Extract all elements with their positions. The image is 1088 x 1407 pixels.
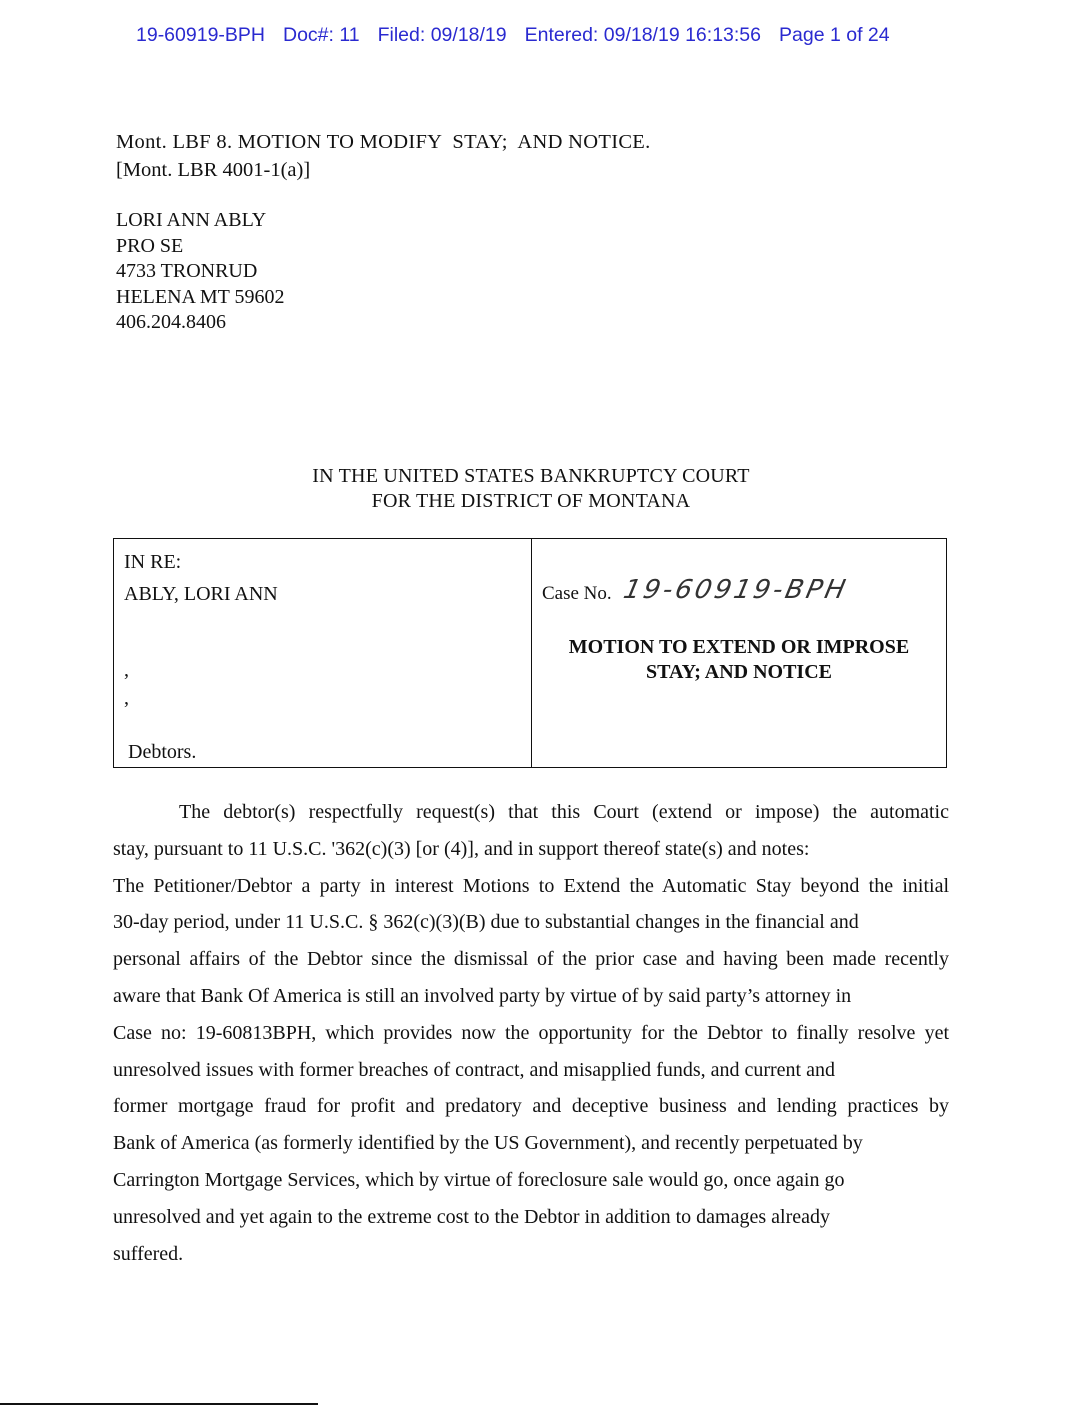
motion-body xyxy=(113,794,949,1272)
body-line-10: Bank of America (as formerly identified by the US Government), and recently perpetuated by xyxy=(113,1132,863,1155)
body-line-5: personal affairs of the Debtor since the dismissal of the prior case and having been made recently xyxy=(113,948,949,971)
form-title: Mont. LBF 8. MOTION TO MODIFY STAY; AND NOTICE. xyxy=(116,131,651,153)
caption-parties xyxy=(114,539,532,767)
body-line-11: Carrington Mortgage Services, which by virtue of foreclosure sale would go, once again go xyxy=(113,1168,845,1191)
case-number-handwritten: 19-60919-BPH xyxy=(620,575,851,605)
footnote-separator-rule xyxy=(0,1403,318,1405)
filer-name: LORI ANN ABLY xyxy=(116,209,267,231)
filer-phone: 406.204.8406 xyxy=(116,311,226,333)
case-caption-box xyxy=(113,538,947,768)
caption-case-info xyxy=(532,539,946,767)
body-line-9: former mortgage fraud for profit and predatory and deceptive business and lending practices by xyxy=(113,1095,949,1118)
debtor-name: ABLY, LORI ANN xyxy=(124,583,278,605)
motion-title xyxy=(532,635,946,685)
stamp-doc-number: Doc#: 11 xyxy=(283,24,360,46)
stamp-case-number: 19-60919-BPH xyxy=(136,24,265,46)
form-header xyxy=(116,128,651,184)
motion-title-line-2: STAY; AND NOTICE xyxy=(646,661,832,683)
body-line-13: suffered. xyxy=(113,1242,184,1265)
court-heading xyxy=(0,464,1062,514)
motion-title-line-1: MOTION TO EXTEND OR IMPROSE xyxy=(568,636,910,658)
in-re-label: IN RE: xyxy=(124,551,182,573)
body-line-1: The debtor(s) respectfully request(s) that this Court (extend or impose) the automatic xyxy=(179,801,949,823)
court-name: IN THE UNITED STATES BANKRUPTCY COURT xyxy=(312,465,750,487)
court-filing-stamp xyxy=(136,24,890,47)
filer-street: 4733 TRONRUD xyxy=(116,260,258,282)
filer-role: PRO SE xyxy=(116,234,184,257)
body-line-12: unresolved and yet again to the extreme cost to the Debtor in addition to damages already xyxy=(113,1205,830,1228)
case-number-label: Case No. xyxy=(542,583,612,604)
body-line-7: Case no: 19-60813BPH, which provides now the opportunity for the Debtor to finally resolve yet xyxy=(113,1021,949,1044)
body-line-4: 30-day period, under 11 U.S.C. § 362(c)(3)(B) due to substantial changes in the financial and xyxy=(113,911,859,934)
caption-comma-2: , xyxy=(124,687,129,709)
stamp-entered-date: Entered: 09/18/19 16:13:56 xyxy=(524,24,761,46)
form-rule-reference: [Mont. LBR 4001-1(a)] xyxy=(116,159,311,181)
body-line-6: aware that Bank Of America is still an involved party by virtue of by said party’s attorney in xyxy=(113,984,852,1007)
filer-city: HELENA MT 59602 xyxy=(116,285,285,308)
caption-comma-1: , xyxy=(124,659,129,681)
court-district: FOR THE DISTRICT OF MONTANA xyxy=(371,490,691,512)
filer-contact-block xyxy=(116,208,285,336)
body-line-3: The Petitioner/Debtor a party in interest Motions to Extend the Automatic Stay beyond the initial xyxy=(113,874,949,897)
body-line-8: unresolved issues with former breaches of contract, and misapplied funds, and current and xyxy=(113,1058,835,1081)
body-line-2: stay, pursuant to 11 U.S.C. '362(c)(3) [or (4)], and in support thereof state(s) and notes: xyxy=(113,837,810,860)
debtors-label: Debtors. xyxy=(128,741,197,763)
stamp-page-count: Page 1 of 24 xyxy=(779,24,890,46)
stamp-filed-date: Filed: 09/18/19 xyxy=(377,24,507,46)
